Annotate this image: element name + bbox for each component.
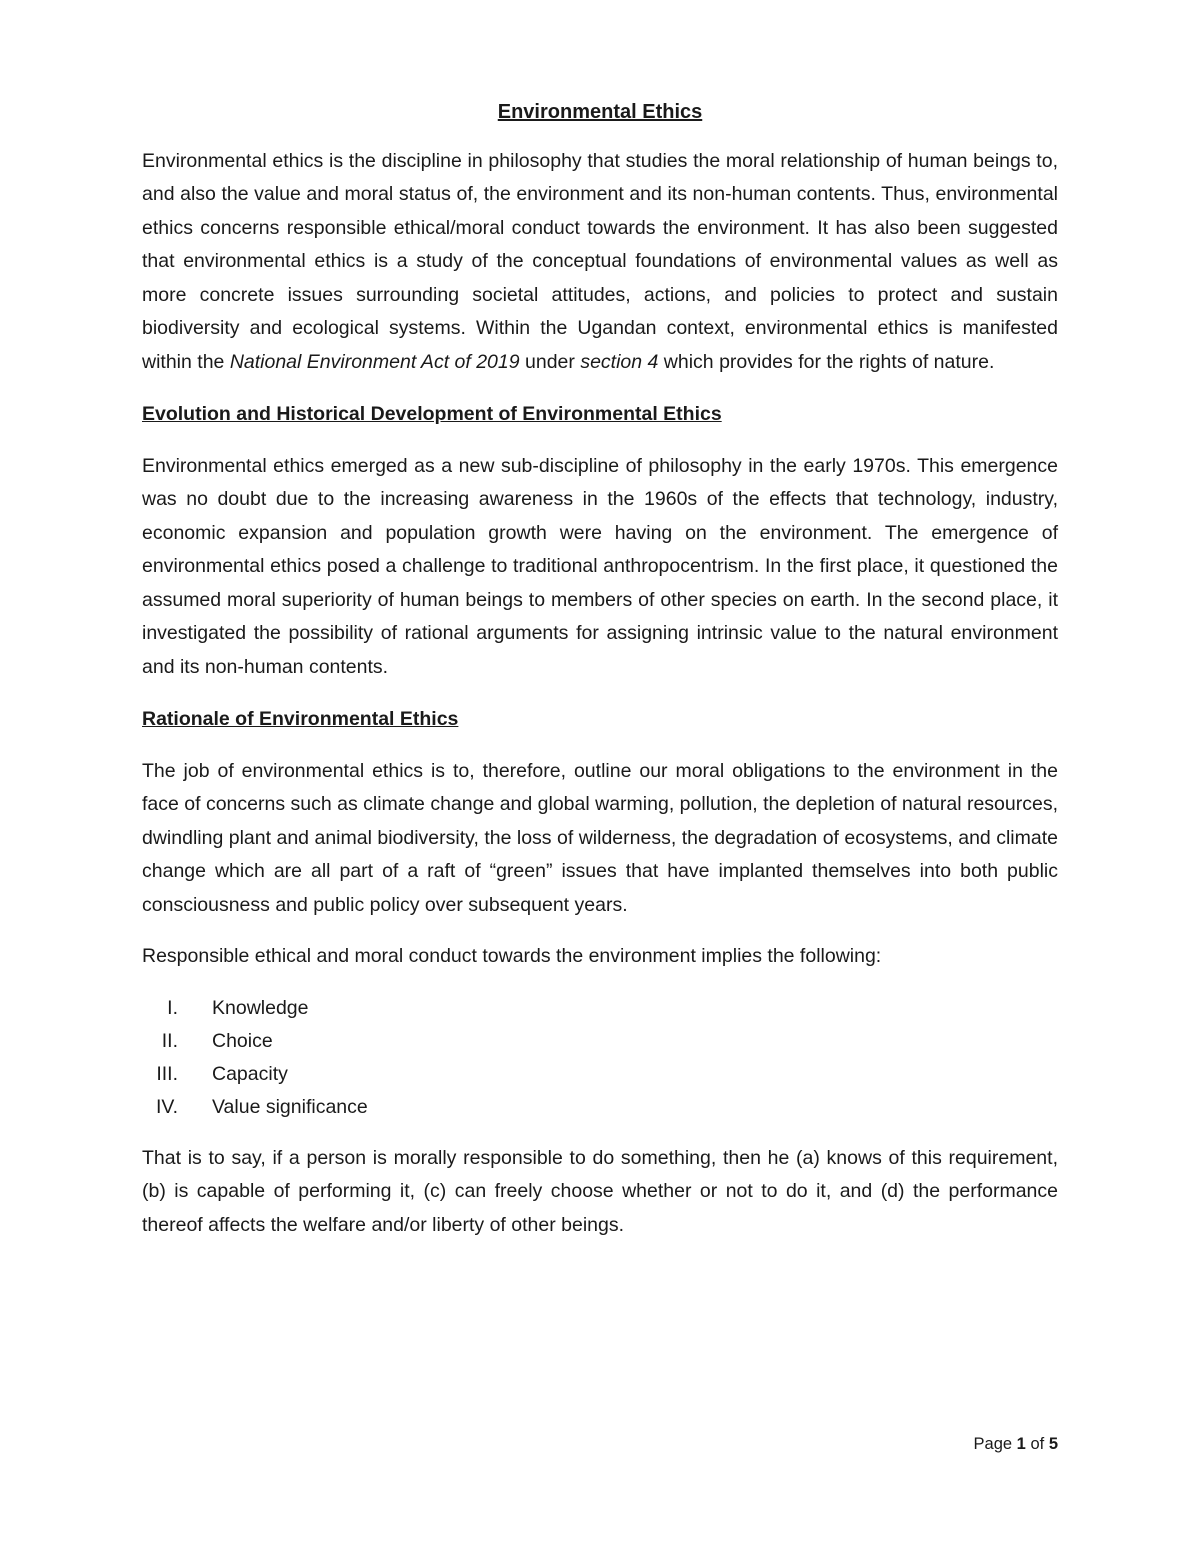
document-title: Environmental Ethics (497, 101, 703, 123)
act-name: National Environment Act of 2019 (229, 350, 520, 373)
list-item (142, 992, 1058, 1025)
evolution-heading: Evolution and Historical Development of Environmental Ethics (142, 403, 722, 425)
page-footer (974, 1432, 1058, 1456)
intro-text: Environmental ethics is the discipline in philosophy that studies the moral relationship of human beings to, and also the value and moral status of, the environment and its non-human contents. Thus, environmental ethics concerns responsible ethical/moral conduct towards the environment. It has also been suggested that environmental ethics is a study of the conceptual foundations of environmental values as well as more concrete issues surrounding societal attitudes, actions, and policies to protect and sustain biodiversity and ecological systems. Within the Ugandan context, environmental ethics is manifested within the (142, 149, 1058, 373)
current-page: 1 (1016, 1435, 1026, 1453)
list-number: II. (161, 1029, 178, 1052)
of-word: of (1030, 1435, 1045, 1453)
rationale-paragraph: The job of environmental ethics is to, therefore, outline our moral obligations to the environment in the face of concerns such as climate change and global warming, pollution, the depletion of natural resources, dwindling plant and animal biodiversity, the loss of wilderness, the degradation of ecosystems, and climate change which are all part of a raft of “green” issues that have implanted themselves into both public consciousness and public policy over subsequent years. (142, 759, 1058, 916)
total-pages: 5 (1048, 1435, 1058, 1453)
rationale-heading: Rationale of Environmental Ethics (142, 708, 459, 730)
list-intro: Responsible ethical and moral conduct towards the environment implies the following: (142, 945, 882, 967)
document-page (142, 96, 1058, 1242)
intro-end: which provides for the rights of nature. (658, 350, 995, 373)
list-text: Capacity (212, 1062, 288, 1085)
list-text: Knowledge (212, 996, 309, 1019)
evolution-paragraph: Environmental ethics emerged as a new sub-discipline of philosophy in the early 1970s. This emergence was no doubt due to the increasing awareness in the 1960s of the effects that technology, industry, economic expansion and population growth were having on the environment. The emergence of environmental ethics posed a challenge to traditional anthropocentrism. In the first place, it questioned the assumed moral superiority of human beings to members of other species on earth. In the second place, it investigated the possibility of rational arguments for assigning intrinsic value to the natural environment and its non-human contents. (142, 454, 1058, 678)
list-number: I. (167, 996, 178, 1019)
intro-paragraph (142, 145, 1058, 380)
requirements-list (142, 992, 1058, 1124)
page-word: Page (973, 1435, 1013, 1453)
list-number: III. (156, 1062, 178, 1085)
intro-under: under (519, 350, 581, 373)
section-reference: section 4 (580, 350, 659, 373)
list-text: Choice (212, 1029, 273, 1052)
list-item (142, 1025, 1058, 1058)
conclusion-paragraph: That is to say, if a person is morally responsible to do something, then he (a) knows of this requirement, (b) is capable of performing it, (c) can freely choose whether or not to do it, and (d) the performance thereof affects the welfare and/or liberty of other beings. (142, 1146, 1058, 1236)
list-number: IV. (155, 1095, 178, 1118)
list-item (142, 1058, 1058, 1091)
list-text: Value significance (212, 1095, 368, 1118)
list-item (142, 1091, 1058, 1124)
